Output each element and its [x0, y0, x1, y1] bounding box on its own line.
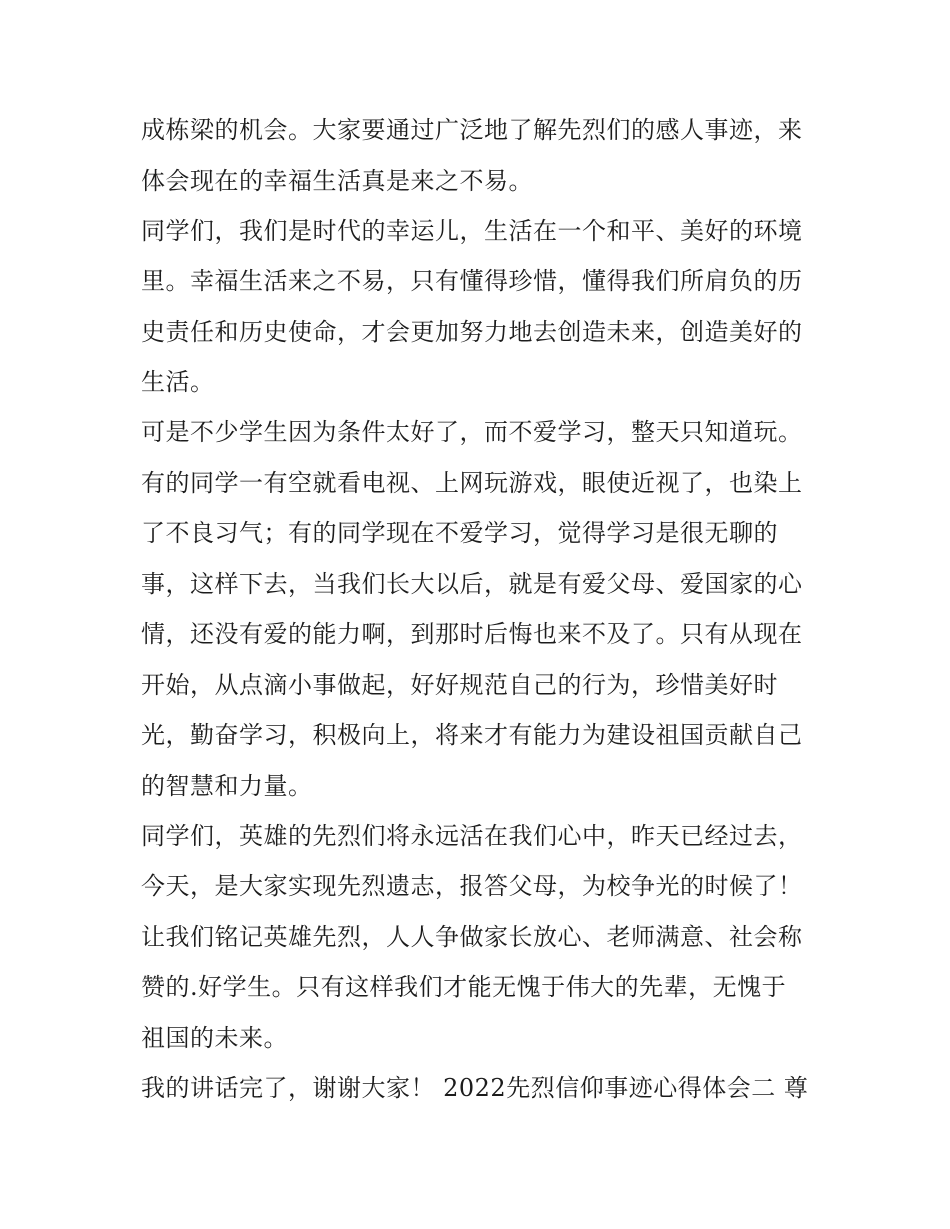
- text-line: 可是不少学生因为条件太好了，而不爱学习，整天只知道玩。: [141, 418, 803, 446]
- text-line: 了不良习气；有的同学现在不爱学习，觉得学习是很无聊的: [141, 519, 778, 547]
- text-line: 祖国的未来。: [141, 1024, 288, 1052]
- text-line: 史责任和历史使命，才会更加努力地去创造未来，创造美好的: [141, 318, 803, 346]
- text-line: 光，勤奋学习，积极向上，将来才有能力为建设祖国贡献自己: [141, 721, 803, 749]
- text-line: 有的同学一有空就看电视、上网玩游戏，眼使近视了，也染上: [141, 469, 803, 497]
- text-line: 开始，从点滴小事做起，好好规范自己的行为，珍惜美好时: [141, 671, 778, 699]
- text-line: 同学们，英雄的先烈们将永远活在我们心中，昨天已经过去，: [141, 822, 803, 850]
- text-line: 让我们铭记英雄先烈，人人争做家长放心、老师满意、社会称: [141, 923, 803, 951]
- text-line: 我的讲话完了，谢谢大家！ 2022先烈信仰事迹心得体会二 尊: [141, 1074, 809, 1102]
- text-line: 事，这样下去，当我们长大以后，就是有爱父母、爱国家的心: [141, 570, 803, 598]
- text-line: 今天，是大家实现先烈遗志，报答父母，为校争光的时候了！: [141, 872, 803, 900]
- text-line: 情，还没有爱的能力啊，到那时后悔也来不及了。只有从现在: [141, 620, 803, 648]
- text-line: 成栋梁的机会。大家要通过广泛地了解先烈们的感人事迹，来: [141, 116, 803, 144]
- text-line: 生活。: [141, 368, 215, 396]
- text-line: 赞的.好学生。只有这样我们才能无愧于伟大的先辈，无愧于: [141, 973, 787, 1001]
- text-line: 体会现在的幸福生活真是来之不易。: [141, 167, 533, 195]
- text-line: 的智慧和力量。: [141, 772, 313, 800]
- text-line: 里。幸福生活来之不易，只有懂得珍惜，懂得我们所肩负的历: [141, 267, 803, 295]
- text-line: 同学们，我们是时代的幸运儿，生活在一个和平、美好的环境: [141, 217, 803, 245]
